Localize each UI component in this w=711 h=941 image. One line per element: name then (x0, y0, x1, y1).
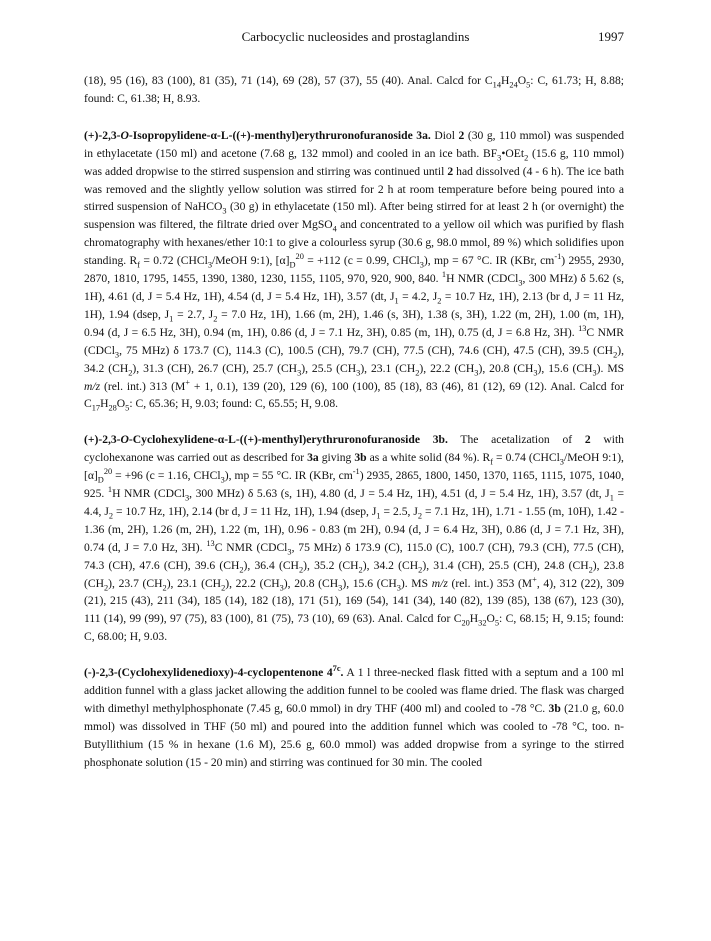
paragraph-compound-3b: (+)-2,3-O-Cyclohexylidene-α-L-((+)-menthyl)erythruronofuranoside 3b. The acetalization of 2 with cyclohexanone was carried out as described for 3a giving 3b as a white solid (84 %). $R_f = 0.74$ (CHCl$_3$/MeOH 9:1), $[\alpha]_D^{20} = +96$ (c = 1.16, CHCl$_3$), mp = 55 °C. IR (KBr, $cm^{-1}$) 2935, 2865, 1800, 1450, 1370, 1165, 1115, 1075, 1040, 925. $^1$H NMR (CDCl$_3$, 300 MHz) δ 5.63 (s, 1H), 4.80 (d, J = 5.4 Hz, 1H), 4.51 (d, J = 5.4 Hz, 1H), 3.57 (dt, $J_1 = 4.4$, $J_2 = 10.7$ Hz, 1H), 2.14 (br d, J = 11 Hz, 1H), 1.94 (dsep, $J_1 = 2.5$, $J_2 = 7.1$ Hz, 1H), 1.71 - 1.55 (m, 10H), 1.42 - 1.36 (m, 2H), 1.26 (m, 2H), 1.22 (m, 1H), 0.96 - 0.83 (m 2H), 0.94 (d, J = 6.4 Hz, 3H), 0.86 (d, J = 7.1 Hz, 3H), 0.74 (d, J = 7.0 Hz, 3H). $^{13}$C NMR (CDCl$_3$, 75 MHz) δ 173.9 (C), 115.0 (C), 100.7 (CH), 79.3 (CH), 77.5 (CH), 74.3 (CH), 47.6 (CH), 39.6 $(CH_2)$, 36.4 $(CH_2)$, 35.2 $(CH_2)$, 34.2 $(CH_2)$, 31.4 (CH), 25.5 (CH), 24.8 $(CH_2)$, 23.8 $(CH_2)$, 23.7 $(CH_2)$, 23.1 $(CH_2)$, 22.2 $(CH_3)$, 20.8 $(CH_3)$, 15.6 $(CH_3)$. MS m/z (rel. int.) 353 (M+, 4), 312 (22), 309 (21), 215 (43), 211 (34), 185 (14), 182 (18), 171 (51), 169 (54), 141 (34), 140 (82), 139 (85), 138 (67), 123 (30), 111 (14), 99 (99), 97 (75), 83 (100), 81 (75), 73 (10), 69 (63). Anal. Calcd for $C_{20}H_{32}O_5$: C, 68.15; H, 9.15; found: C, 68.00; H, 9.03. (84, 433, 625, 644)
paragraph-compound-3a: (+)-2,3-O-Isopropylidene-α-L-((+)-menthyl)erythruronofuranoside 3a. Diol 2 (30 g, 110 mmol) was suspended in ethylacetate (150 ml) and acetone (7.68 g, 132 mmol) and cooled in an ice bath. $BF_3•OEt_2$ (15.6 g, 110 mmol) was added dropwise to the stirred suspension and stirring was continued until 2 had dissolved (4 - 6 h). The ice bath was removed and the slightly yellow solution was stirred for 2 h at room temperature before being poured into a stirred suspension of NaHCO$_3$ (30 g) in ethylacetate (150 ml). After being stirred for at least 2 h (or overnight) the suspension was filtered, the filtrate dried over MgSO$_4$ and concentrated to a yellow oil which was purified by flash chromatography with hexanes/ether 10:1 to give a colourless syrup (30.6 g, 98.0 mmol, 89 %) which solidifies upon standing. $R_f = 0.72$ (CHCl$_3$/MeOH 9:1), $[\alpha]_D^{20} = +112$ (c = 0.99, CHCl$_3$), mp = 67 °C. IR (KBr, $cm^{-1}$) 2955, 2930, 2870, 1810, 1795, 1455, 1390, 1380, 1230, 1155, 1105, 970, 920, 900, 840. $^1$H NMR (CDCl$_3$, 300 MHz) δ 5.62 (s, 1H), 4.61 (d, J = 5.4 Hz, 1H), 4.54 (d, J = 5.4 Hz, 1H), 3.57 (dt, $J_1 = 4.2$, $J_2 = 10.7$ Hz, 1H), 2.13 (br d, J = 11 Hz, 1H), 1.94 (dsep, $J_1 = 2.7$, $J_2 = 7.0$ Hz, 1H), 1.66 (m, 2H), 1.46 (s, 3H), 1.38 (s, 3H), 1.22 (m, 2H), 1.00 (m, 1H), 0.94 (d, J = 6.5 Hz, 3H), 0.94 (m, 1H), 0.86 (d, J = 7.1 Hz, 3H), 0.85 (m, 1H), 0.75 (d, J = 6.8 Hz, 3H). $^{13}$C NMR (CDCl$_3$, 75 MHz) δ 173.7 (C), 114.3 (C), 100.5 (CH), 79.7 (CH), 77.5 (CH), 74.6 (CH), 47.5 (CH), 39.5 $(CH_2)$, 34.2 $(CH_2)$, 31.3 (CH), 26.7 (CH), 25.7 $(CH_3)$, 25.5 $(CH_3)$, 23.1 $(CH_2)$, 22.2 $(CH_3)$, 20.8 $(CH_3)$, 15.6 $(CH_3)$. MS m/z (rel. int.) 313 (M+ + 1, 0.1), 139 (20), 129 (6), 100 (100), 85 (18), 83 (46), 81 (12), 69 (12). Anal. Calcd for $C_{17}H_{28}O_5$: C, 65.36; H, 9.03; found: C, 65.55; H, 9.08. (84, 128, 625, 413)
paragraph-ms-data-continuation: (18), 95 (16), 83 (100), 81 (35), 71 (14), 69 (28), 57 (37), 55 (40). Anal. Calcd for $C_{14}H_{24}O_5$: C, 61.73; H, 8.88; found: C, 61.38; H, 8.93. (84, 74, 624, 105)
running-title: Carbocyclic nucleosides and prostaglandins (241, 29, 470, 44)
article-body (84, 72, 624, 790)
page-number: 1997 (598, 29, 624, 44)
paragraph-compound-4: (-)-2,3-(Cyclohexylidenedioxy)-4-cyclopentenone $4^{7c}$. A 1 l three-necked flask fitted with a septum and a 100 ml addition funnel with a glass jacket allowing the addition funnel to be cooled was flame dried. The flask was charged with dimethyl methylphosphonate (7.45 g, 60.0 mmol) in dry THF (400 ml) and cooled to -78 °C. 3b (21.0 g, 60.0 mmol) was dissolved in THF (50 ml) and poured into the addition funnel which was cooled to -78 °C, too. n-Butyllithium (15 % in hexane (1.6 M), 25.6 g, 60.0 mmol) was added dropwise from a syringe to the stirred phosphonate solution (15 - 20 min) and stirring was continued for 30 min. The cooled (84, 664, 624, 769)
page-header (0, 29, 711, 49)
